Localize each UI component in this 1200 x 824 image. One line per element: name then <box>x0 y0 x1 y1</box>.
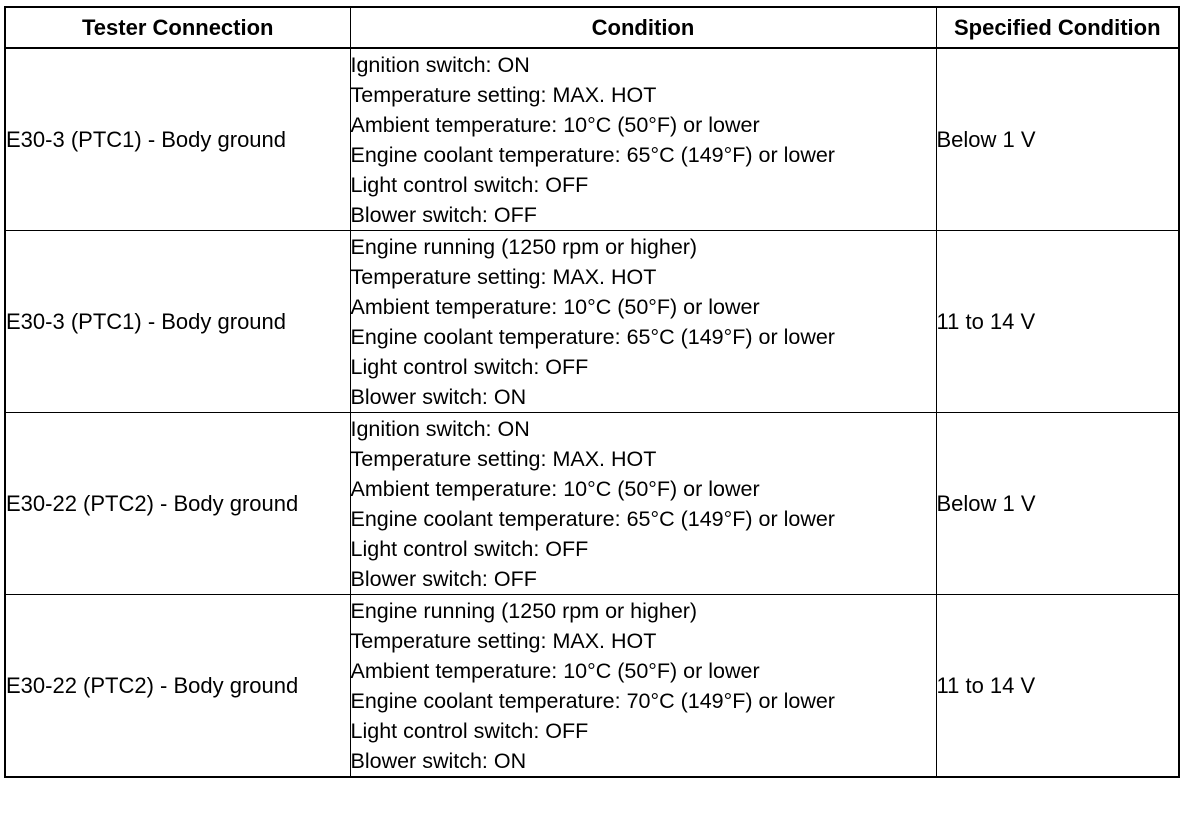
condition-line: Blower switch: ON <box>350 384 527 409</box>
condition-line: Temperature setting: MAX. HOT <box>350 82 657 107</box>
condition-line: Ambient temperature: 10°C (50°F) or lower <box>350 294 760 319</box>
condition-line: Light control switch: OFF <box>350 172 589 197</box>
condition-line: Blower switch: OFF <box>350 566 537 591</box>
condition-cell <box>350 413 936 595</box>
condition-line: Blower switch: ON <box>350 748 527 773</box>
condition-line: Temperature setting: MAX. HOT <box>350 628 657 653</box>
header-tester-connection: Tester Connection <box>5 7 350 48</box>
condition-cell <box>350 595 936 778</box>
condition-line: Light control switch: OFF <box>350 354 589 379</box>
table-row <box>5 413 1179 595</box>
condition-line: Light control switch: OFF <box>350 718 589 743</box>
tester-connection-cell: E30-3 (PTC1) - Body ground <box>5 231 350 413</box>
specified-condition-cell: Below 1 V <box>936 413 1179 595</box>
tester-connection-cell: E30-3 (PTC1) - Body ground <box>5 48 350 231</box>
condition-cell <box>350 231 936 413</box>
condition-line: Temperature setting: MAX. HOT <box>350 264 657 289</box>
header-row <box>5 7 1179 48</box>
condition-line: Engine running (1250 rpm or higher) <box>350 598 698 623</box>
specified-condition-cell: 11 to 14 V <box>936 595 1179 778</box>
condition-line: Ambient temperature: 10°C (50°F) or lower <box>350 658 760 683</box>
spec-table-container <box>4 6 1180 778</box>
condition-line: Engine coolant temperature: 65°C (149°F) or lower <box>350 506 835 531</box>
tester-spec-table <box>4 6 1180 778</box>
condition-line: Engine coolant temperature: 70°C (149°F) or lower <box>350 688 835 713</box>
specified-condition-cell: Below 1 V <box>936 48 1179 231</box>
header-condition: Condition <box>350 7 936 48</box>
specified-condition-cell: 11 to 14 V <box>936 231 1179 413</box>
header-specified-condition: Specified Condition <box>936 7 1179 48</box>
condition-line: Ignition switch: ON <box>350 52 530 77</box>
table-row <box>5 595 1179 778</box>
condition-line: Engine coolant temperature: 65°C (149°F) or lower <box>350 142 835 167</box>
condition-line: Ambient temperature: 10°C (50°F) or lower <box>350 476 760 501</box>
condition-line: Blower switch: OFF <box>350 202 537 227</box>
tester-connection-cell: E30-22 (PTC2) - Body ground <box>5 413 350 595</box>
condition-line: Ignition switch: ON <box>350 416 530 441</box>
condition-line: Temperature setting: MAX. HOT <box>350 446 657 471</box>
condition-line: Light control switch: OFF <box>350 536 589 561</box>
condition-line: Engine running (1250 rpm or higher) <box>350 234 698 259</box>
table-row <box>5 231 1179 413</box>
condition-line: Ambient temperature: 10°C (50°F) or lower <box>350 112 760 137</box>
tester-connection-cell: E30-22 (PTC2) - Body ground <box>5 595 350 778</box>
condition-cell <box>350 48 936 231</box>
condition-line: Engine coolant temperature: 65°C (149°F) or lower <box>350 324 835 349</box>
table-row <box>5 48 1179 231</box>
